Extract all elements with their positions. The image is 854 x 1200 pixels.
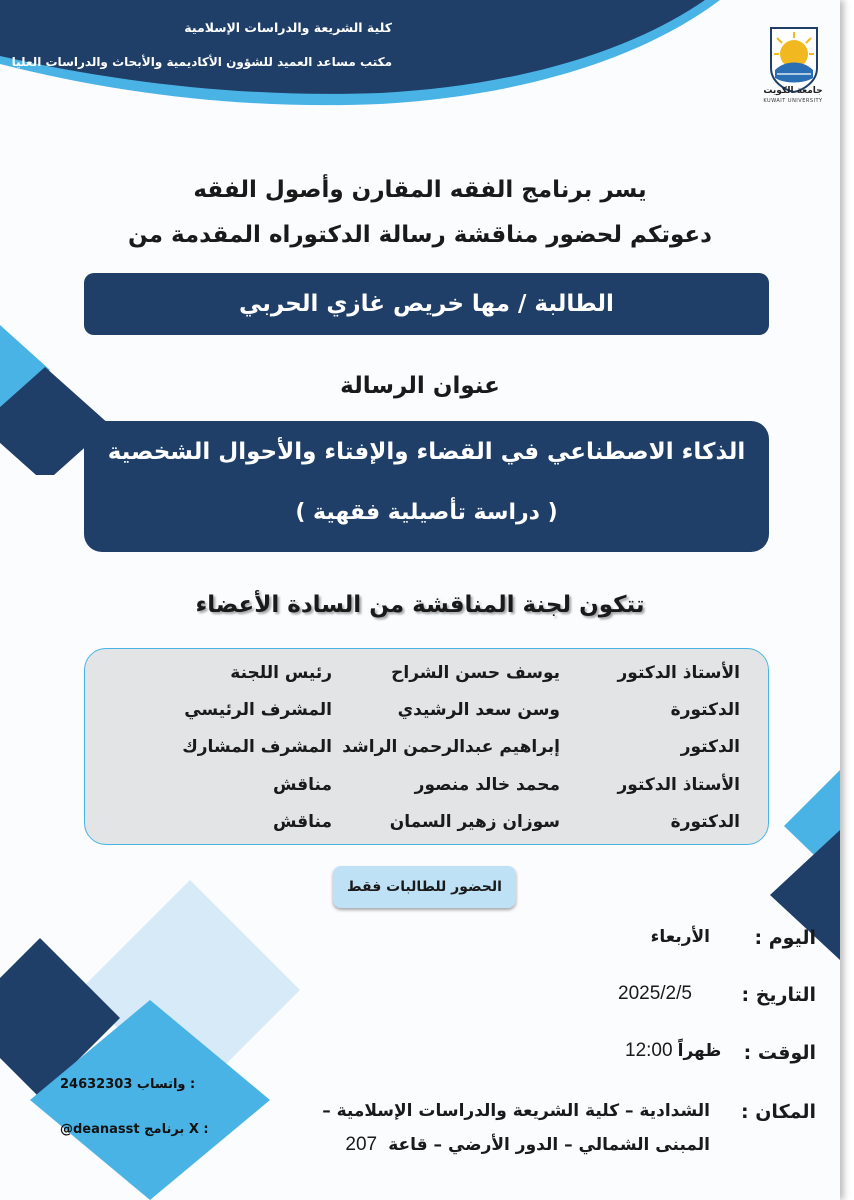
day-value: الأربعاء bbox=[650, 927, 710, 947]
thesis-subtitle: ( دراسة تأصيلية فقهية ) bbox=[295, 500, 558, 525]
committee-row bbox=[85, 775, 768, 805]
member-name: محمد خالد منصور bbox=[414, 775, 560, 795]
member-name: سوزان زهير السمان bbox=[389, 812, 560, 832]
member-name: إبراهيم عبدالرحمن الراشد bbox=[342, 737, 560, 757]
member-name: يوسف حسن الشراح bbox=[391, 663, 560, 683]
whatsapp-number[interactable]: 24632303 bbox=[60, 1077, 133, 1092]
member-name: وسن سعد الرشيدي bbox=[397, 700, 560, 720]
thesis-title-box bbox=[84, 421, 769, 552]
place-line-1: الشدادية – كلية الشريعة والدراسات الإسلامية – bbox=[322, 1101, 710, 1121]
header-faculty: كلية الشريعة والدراسات الإسلامية bbox=[184, 20, 392, 35]
member-title: الدكتور bbox=[680, 737, 740, 757]
date-label: التاريخ : bbox=[741, 984, 816, 1006]
place-line-2-text: المبنى الشمالي – الدور الأرضي – قاعة bbox=[388, 1135, 710, 1155]
attendance-note: الحضور للطالبات فقط bbox=[333, 866, 516, 908]
member-role: مناقش bbox=[272, 775, 332, 795]
committee-heading: تتكون لجنة المناقشة من السادة الأعضاء bbox=[195, 592, 645, 618]
place-label: المكان : bbox=[741, 1101, 816, 1123]
bottom-diamond-decoration bbox=[0, 880, 310, 1200]
member-title: الأستاذ الدكتور bbox=[617, 663, 740, 683]
place-line-2 bbox=[345, 1134, 710, 1156]
day-label: اليوم : bbox=[754, 927, 816, 949]
member-title: الدكتورة bbox=[670, 700, 740, 720]
x-label: برنامج X : bbox=[144, 1122, 209, 1137]
committee-row bbox=[85, 737, 768, 767]
whatsapp-line bbox=[60, 1077, 195, 1092]
committee-members-panel bbox=[84, 648, 769, 845]
logo-name-ar: جامعة الكويت bbox=[763, 86, 823, 96]
thesis-heading: عنوان الرسالة bbox=[340, 373, 500, 399]
committee-row bbox=[85, 812, 768, 842]
invite-line-1: يسر برنامج الفقه المقارن وأصول الفقه bbox=[193, 177, 647, 203]
member-role: المشرف المشارك bbox=[182, 737, 332, 757]
time-label: الوقت : bbox=[743, 1042, 816, 1064]
time-number: 12:00 bbox=[625, 1040, 673, 1061]
whatsapp-label: واتساب : bbox=[136, 1077, 196, 1092]
thesis-title: الذكاء الاصطناعي في القضاء والإفتاء والأحوال الشخصية bbox=[107, 439, 746, 465]
member-role: المشرف الرئيسي bbox=[184, 700, 332, 720]
logo-name-en: KUWAIT UNIVERSITY bbox=[763, 98, 823, 104]
time-suffix: ظهراً bbox=[677, 1041, 722, 1061]
time-value bbox=[617, 1040, 721, 1062]
student-name-box: الطالبة / مها خريص غازي الحربي bbox=[84, 273, 769, 335]
room-number: 207 bbox=[345, 1134, 378, 1155]
invite-line-2: دعوتكم لحضور مناقشة رسالة الدكتوراه المقدمة من bbox=[128, 222, 712, 248]
header-office: مكتب مساعد العميد للشؤون الأكاديمية والأبحاث والدراسات العليا bbox=[11, 55, 392, 69]
member-title: الدكتورة bbox=[670, 812, 740, 832]
member-role: مناقش bbox=[272, 812, 332, 832]
member-title: الأستاذ الدكتور bbox=[617, 775, 740, 795]
x-handle[interactable]: @deanasst bbox=[60, 1122, 140, 1137]
x-line bbox=[60, 1122, 209, 1137]
date-value: 2025/2/5 bbox=[618, 983, 692, 1004]
committee-row bbox=[85, 663, 768, 693]
committee-row bbox=[85, 700, 768, 730]
member-role: رئيس اللجنة bbox=[230, 663, 332, 683]
